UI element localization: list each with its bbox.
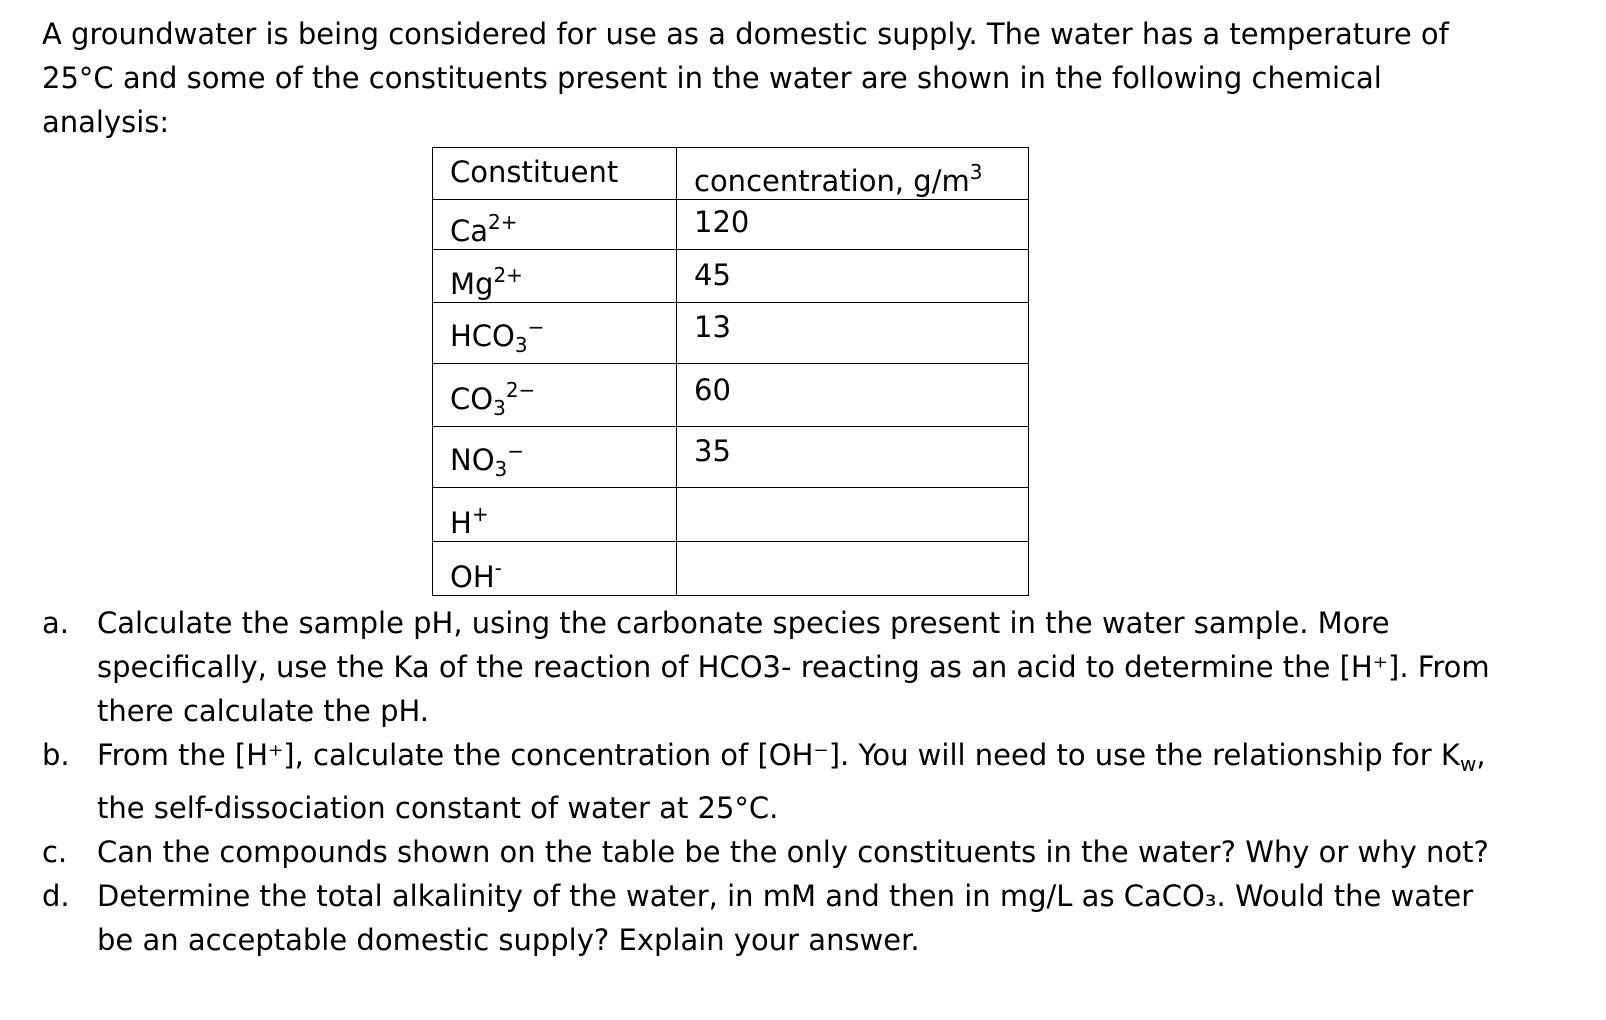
question-text: Can the compounds shown on the table be the only constituents in the water? Why or why not? bbox=[97, 835, 1489, 869]
ion-charge: 2− bbox=[505, 378, 536, 402]
question-text: Determine the total alkalinity of the water, in mM and then in mg/L as CaCO₃. Would the water be an acceptable domestic supply? Explain your answer. bbox=[97, 879, 1474, 957]
ion-subscript: 3 bbox=[494, 457, 508, 481]
header-constituent: Constituent bbox=[433, 148, 677, 200]
ion-symbol: NO bbox=[450, 443, 495, 477]
ion-symbol: HCO bbox=[450, 319, 515, 353]
ion-symbol: CO bbox=[450, 382, 494, 416]
ion-symbol: Mg bbox=[450, 267, 494, 301]
table-header-row bbox=[433, 148, 1029, 200]
table-row bbox=[433, 303, 1029, 364]
constituent-cell bbox=[433, 427, 677, 488]
table-row bbox=[433, 364, 1029, 427]
ion-symbol: OH bbox=[450, 560, 495, 594]
ion-charge: 2+ bbox=[488, 210, 518, 234]
question-text: Calculate the sample pH, using the carbonate species present in the water sample. More specifically, use the Ka of the reaction of HCO3- reacting as an acid to determine the [H⁺]. From there calculate the pH. bbox=[97, 606, 1490, 728]
ion-charge: − bbox=[507, 439, 525, 463]
question-text-post: , the self-dissociation constant of water at 25°C. bbox=[97, 738, 1486, 825]
concentration-cell bbox=[677, 488, 1029, 542]
concentration-cell: 120 bbox=[677, 200, 1029, 250]
question-marker: d. bbox=[42, 879, 70, 913]
ion-charge: - bbox=[494, 556, 502, 580]
header-concentration-exponent: 3 bbox=[969, 160, 983, 184]
constituent-cell bbox=[433, 200, 677, 250]
question-text-pre: From the [H⁺], calculate the concentration of [OH⁻]. You will need to use the relationship for K bbox=[97, 738, 1460, 772]
intro-paragraph: A groundwater is being considered for use as a domestic supply. The water has a temperature of 25°C and some of the constituents present in the water are shown in the following chemical analysis: bbox=[42, 17, 1449, 139]
ion-symbol: Ca bbox=[450, 214, 489, 248]
ion-charge: 2+ bbox=[493, 263, 523, 287]
table-row bbox=[433, 200, 1029, 250]
table-row bbox=[433, 250, 1029, 303]
concentration-cell: 13 bbox=[677, 303, 1029, 364]
question-list bbox=[42, 601, 1502, 962]
ion-charge: + bbox=[471, 502, 489, 526]
question-d bbox=[42, 874, 1502, 962]
constituent-cell bbox=[433, 364, 677, 427]
concentration-cell: 45 bbox=[677, 250, 1029, 303]
ion-subscript: 3 bbox=[514, 333, 528, 357]
constituents-table bbox=[432, 147, 1029, 596]
kw-subscript: w bbox=[1459, 752, 1477, 776]
constituent-cell bbox=[433, 488, 677, 542]
concentration-cell: 60 bbox=[677, 364, 1029, 427]
table-row bbox=[433, 488, 1029, 542]
concentration-cell bbox=[677, 542, 1029, 596]
header-concentration-label: concentration, g/m bbox=[694, 164, 970, 198]
concentration-cell: 35 bbox=[677, 427, 1029, 488]
table-row bbox=[433, 542, 1029, 596]
question-marker: c. bbox=[42, 835, 68, 869]
question-marker: b. bbox=[42, 738, 70, 772]
constituent-cell bbox=[433, 303, 677, 364]
question-c bbox=[42, 830, 1502, 874]
ion-charge: − bbox=[527, 315, 545, 339]
ion-subscript: 3 bbox=[493, 396, 506, 420]
question-a bbox=[42, 601, 1502, 733]
constituent-cell bbox=[433, 250, 677, 303]
question-marker: a. bbox=[42, 606, 69, 640]
constituent-cell bbox=[433, 542, 677, 596]
table-row bbox=[433, 427, 1029, 488]
ion-symbol: H bbox=[450, 506, 472, 540]
question-b bbox=[42, 733, 1502, 830]
header-concentration bbox=[677, 148, 1029, 200]
